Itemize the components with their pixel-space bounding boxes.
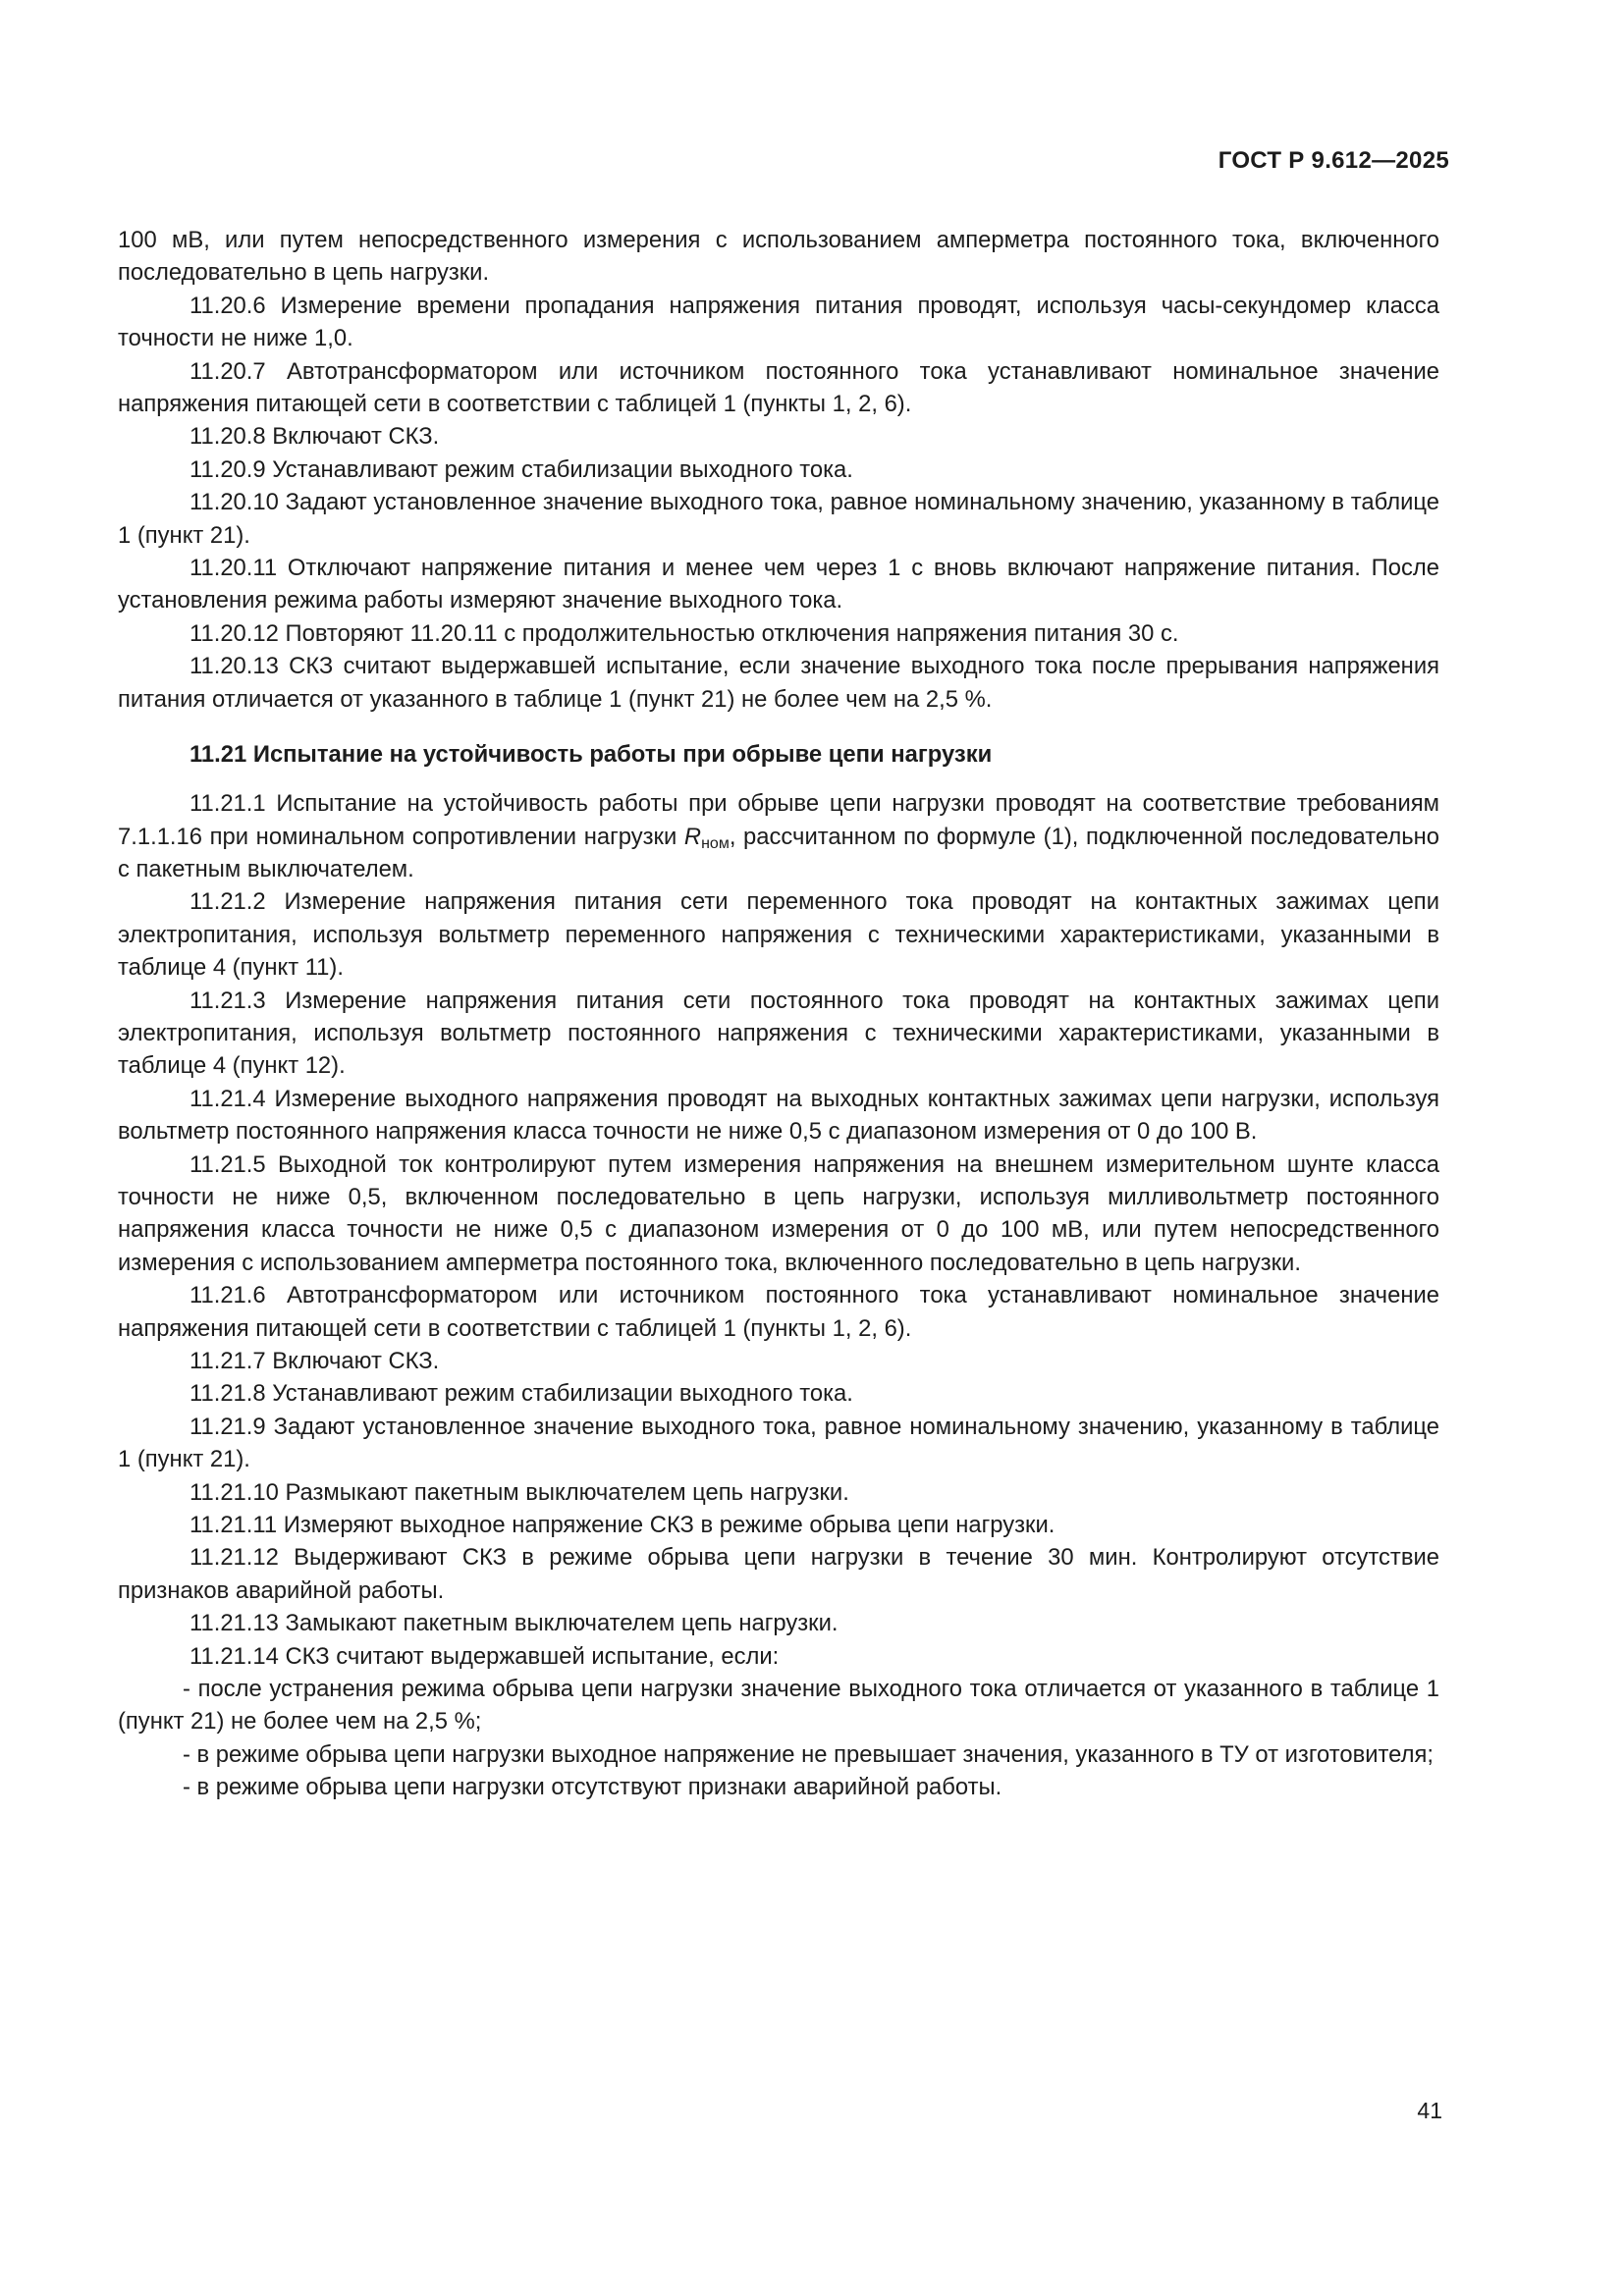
page-number: 41 bbox=[1417, 2098, 1442, 2123]
paragraph-11-21-1 bbox=[118, 787, 1439, 885]
paragraph-11-21-12: 11.21.12 Выдерживают СКЗ в режиме обрыва цепи нагрузки в течение 30 мин. Контролируют отсутствие признаков аварийной работы. bbox=[118, 1544, 1439, 1604]
list-item: - в режиме обрыва цепи нагрузки отсутствуют признаки аварийной работы. bbox=[183, 1774, 1002, 1801]
paragraph-11-20-7: 11.20.7 Автотрансформатором или источником постоянного тока устанавливают номинальное значение напряжения питающей сети в соответствии с таблицей 1 (пункты 1, 2, 6). bbox=[118, 357, 1439, 418]
paragraph-11-21-4: 11.21.4 Измерение выходного напряжения проводят на выходных контактных зажимах цепи нагрузки, используя вольтметр постоянного напряжения класса точности не ниже 0,5 с диапазоном измерения от 0 до 100 В. bbox=[118, 1085, 1439, 1146]
paragraph-11-20-6: 11.20.6 Измерение времени пропадания напряжения питания проводят, используя часы-секундомер класса точности не ниже 1,0. bbox=[118, 292, 1439, 352]
paragraph: 100 мВ, или путем непосредственного измерения с использованием амперметра постоянного тока, включенного последовательно в цепь нагрузки. bbox=[118, 227, 1439, 287]
paragraph-11-21-9: 11.21.9 Задают установленное значение выходного тока, равное номинальному значению, указанному в таблице 1 (пункт 21). bbox=[118, 1413, 1439, 1473]
document-designation: ГОСТ Р 9.612—2025 bbox=[1218, 147, 1449, 174]
text-run: , рассчитанном по формуле (1), подключенной последовательно с пакетным выключателем. bbox=[118, 823, 1439, 882]
paragraph-11-21-6: 11.21.6 Автотрансформатором или источником постоянного тока устанавливают номинальное значение напряжения питающей сети в соответствии с таблицей 1 (пункты 1, 2, 6). bbox=[118, 1282, 1439, 1342]
formula-subscript: ном bbox=[701, 834, 730, 852]
list-item: - в режиме обрыва цепи нагрузки выходное напряжение не превышает значения, указанного в ТУ от изготовителя; bbox=[183, 1740, 1434, 1768]
paragraph-11-21-14: 11.21.14 СКЗ считают выдержавшей испытание, если: bbox=[189, 1642, 780, 1670]
paragraph-11-20-11: 11.20.11 Отключают напряжение питания и менее чем через 1 с вновь включают напряжение питания. После установления режима работы измеряют значение выходного тока. bbox=[118, 555, 1439, 614]
paragraph-11-21-2: 11.21.2 Измерение напряжения питания сети переменного тока проводят на контактных зажимах цепи электропитания, используя вольтметр переменного напряжения с техническими характеристиками, указанными в таблице 4 (пункт 11). bbox=[118, 888, 1439, 982]
paragraph-11-21-8: 11.21.8 Устанавливают режим стабилизации выходного тока. bbox=[189, 1380, 853, 1408]
paragraph-11-21-11: 11.21.11 Измеряют выходное напряжение СКЗ в режиме обрыва цепи нагрузки. bbox=[189, 1512, 1056, 1539]
paragraph-11-20-13: 11.20.13 СКЗ считают выдержавшей испытание, если значение выходного тока после прерывания напряжения питания отличается от указанного в таблице 1 (пункт 21) не более чем на 2,5 %. bbox=[118, 653, 1439, 713]
section-heading-11-21: 11.21 Испытание на устойчивость работы при обрыве цепи нагрузки bbox=[189, 741, 993, 769]
paragraph-11-21-7: 11.21.7 Включают СКЗ. bbox=[189, 1348, 440, 1374]
list-item: - после устранения режима обрыва цепи нагрузки значение выходного тока отличается от указанного в таблице 1 (пункт 21) не более чем на 2,5 %; bbox=[118, 1676, 1439, 1735]
paragraph-11-20-9: 11.20.9 Устанавливают режим стабилизации выходного тока. bbox=[189, 455, 853, 483]
paragraph-11-20-12: 11.20.12 Повторяют 11.20.11 с продолжительностью отключения напряжения питания 30 с. bbox=[189, 619, 1179, 647]
paragraph-11-20-10: 11.20.10 Задают установленное значение выходного тока, равное номинальному значению, указанному в таблице 1 (пункт 21). bbox=[118, 489, 1439, 549]
paragraph-11-21-5: 11.21.5 Выходной ток контролируют путем измерения напряжения на внешнем измерительном шунте класса точности не ниже 0,5, включенном последовательно в цепь нагрузки, используя милливольтметр постоянного напряжения класса точности не ниже 0,5 с диапазоном измерения от 0 до 100 мВ, или путем непосредственного измерения с использованием амперметра постоянного тока, включенного последовательно в цепь нагрузки. bbox=[118, 1150, 1439, 1276]
formula-variable: R bbox=[683, 823, 702, 850]
paragraph-11-21-3: 11.21.3 Измерение напряжения питания сети постоянного тока проводят на контактных зажимах цепи электропитания, используя вольтметр постоянного напряжения с техническими характеристиками, указанными в таблице 4 (пункт 12). bbox=[118, 987, 1439, 1080]
paragraph-11-21-10: 11.21.10 Размыкают пакетным выключателем цепь нагрузки. bbox=[189, 1478, 849, 1506]
paragraph-11-20-8: 11.20.8 Включают СКЗ. bbox=[189, 423, 440, 451]
page-body bbox=[118, 224, 1439, 1804]
paragraph-11-21-13: 11.21.13 Замыкают пакетным выключателем цепь нагрузки. bbox=[189, 1610, 839, 1637]
text-run: 11.21.1 Испытание на устойчивость работы при обрыве цепи нагрузки проводят на соответствие требованиям 7.1.1.16 при номинальном сопротивлении нагрузки bbox=[118, 790, 1439, 850]
